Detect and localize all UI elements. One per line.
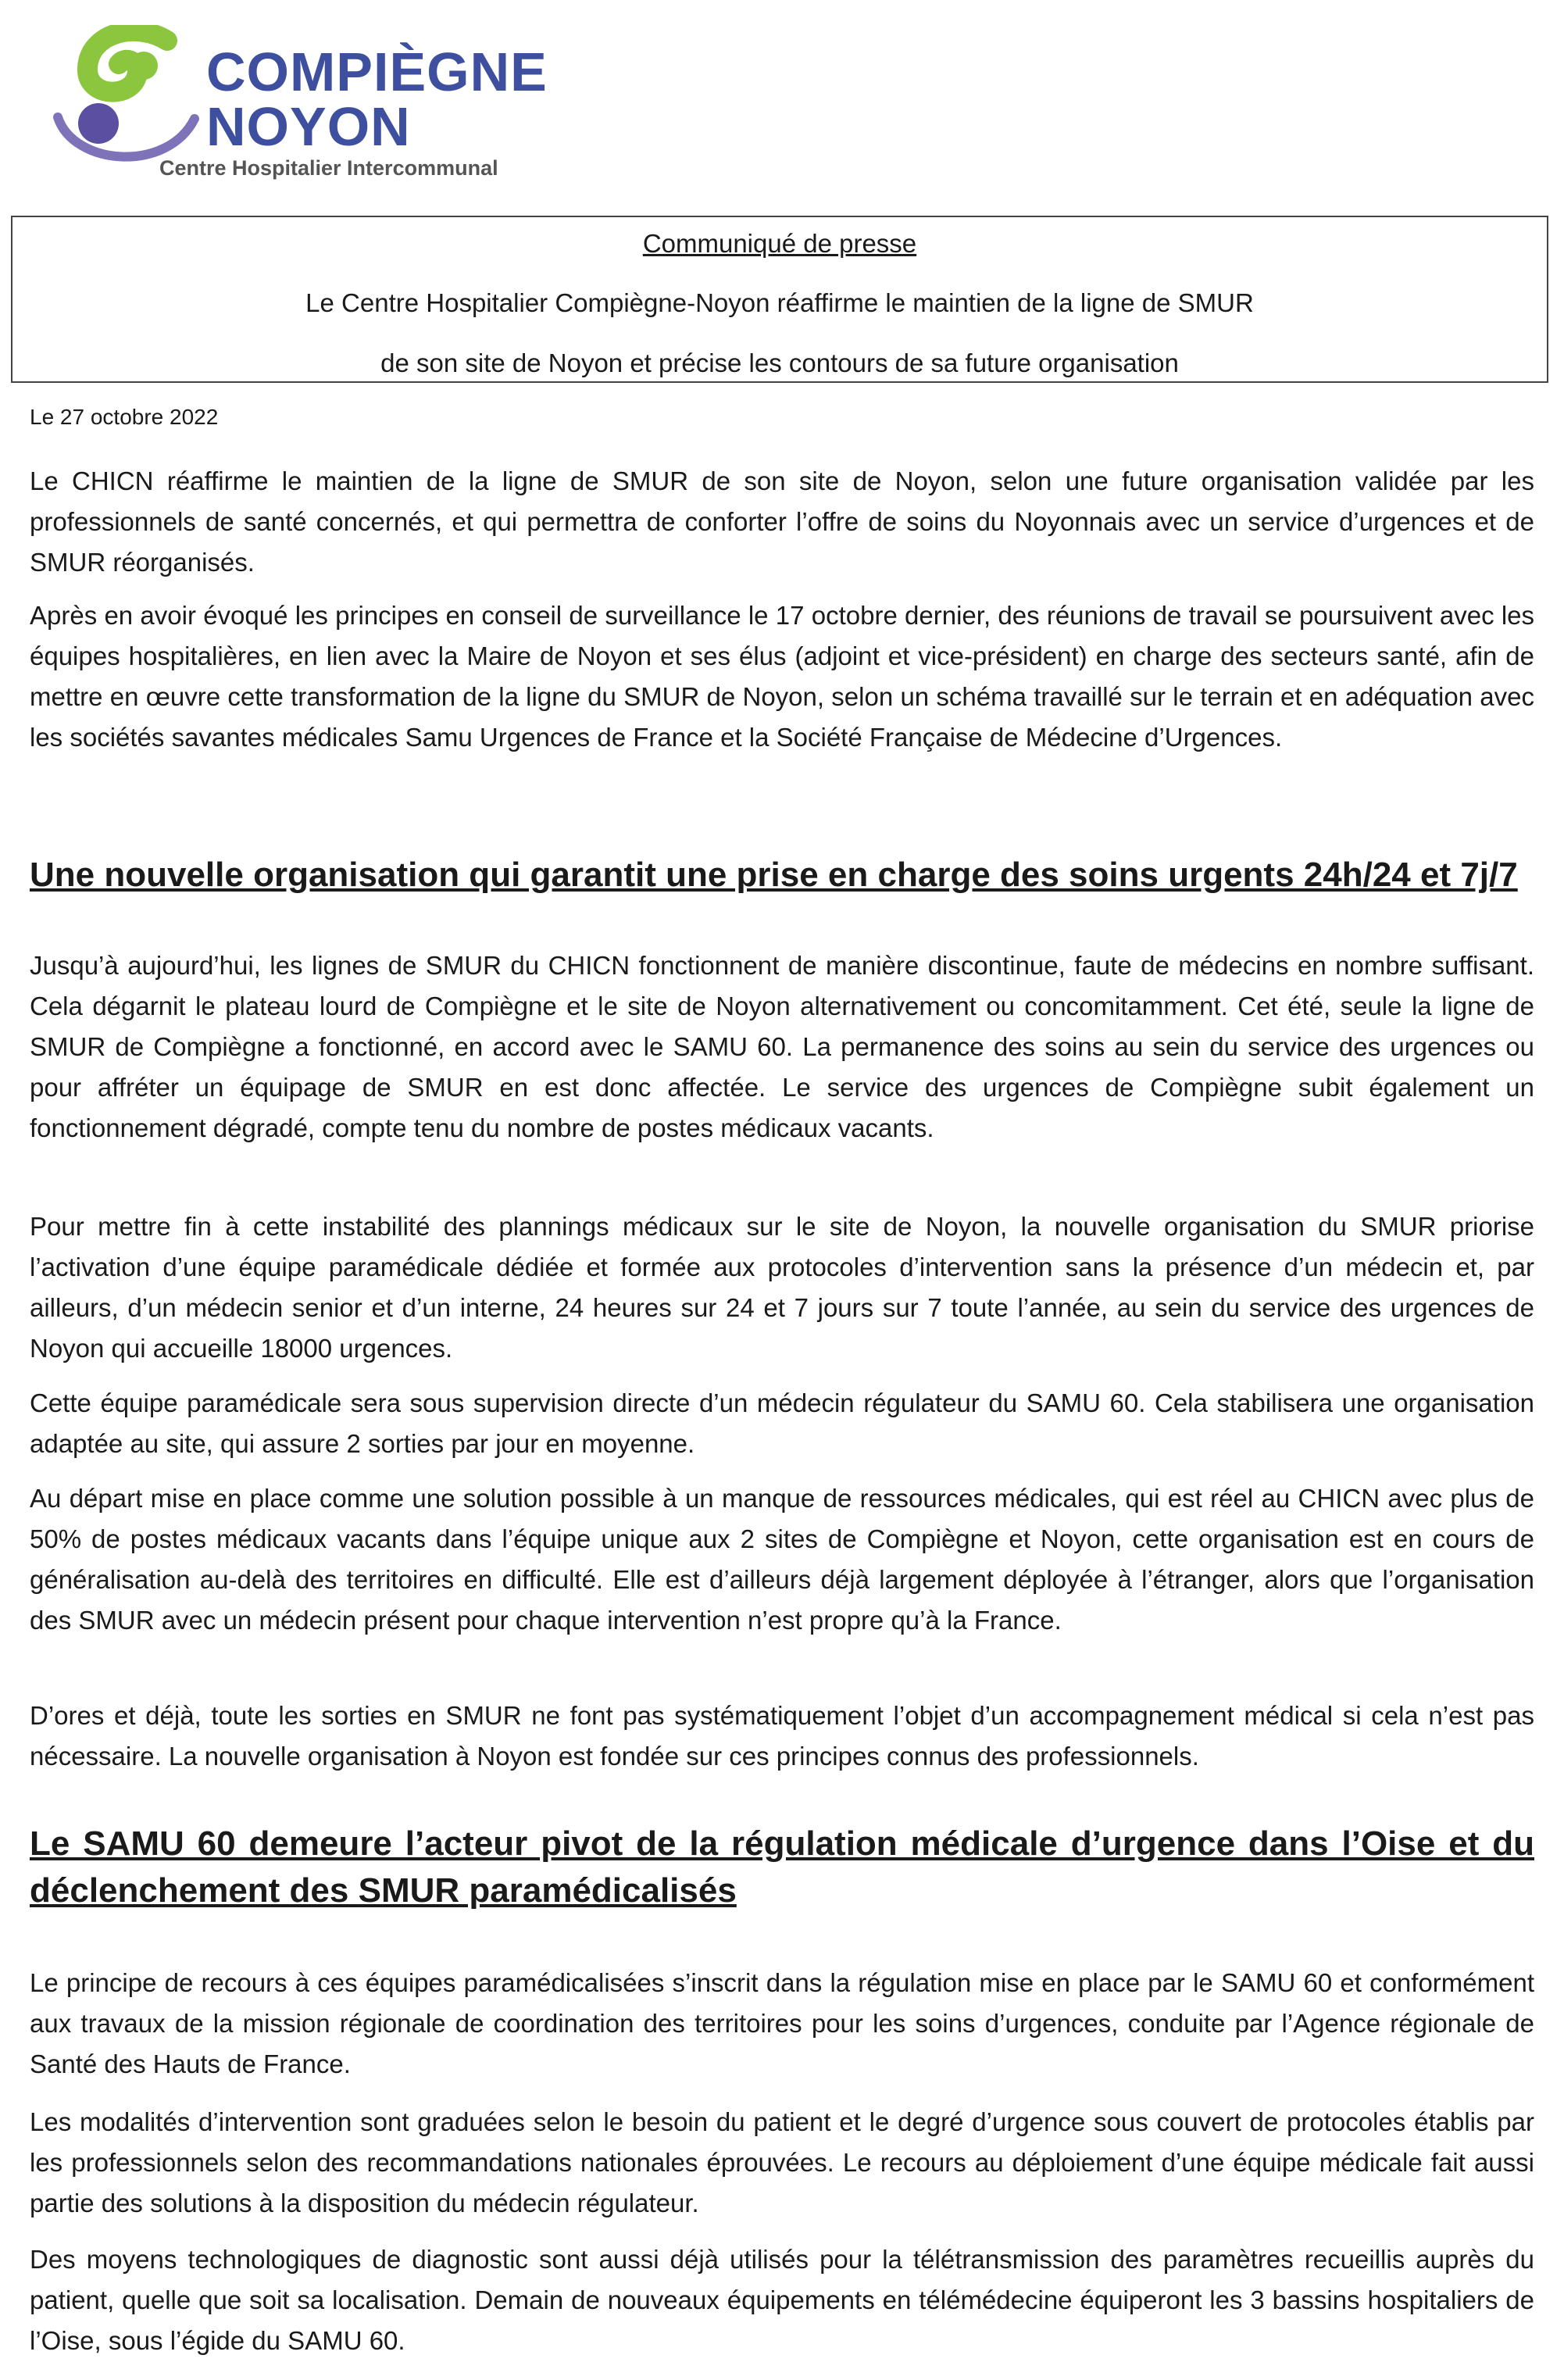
logo-title-noyon: NOYON xyxy=(206,96,411,157)
press-release-title-line-2: de son site de Noyon et précise les contours de sa future organisation xyxy=(380,348,1179,377)
logo-subtitle: Centre Hospitalier Intercommunal xyxy=(159,156,498,180)
section-1-heading: Une nouvelle organisation qui garantit une prise en charge des soins urgents 24h/24 et 7j/7 xyxy=(30,856,1518,894)
section-1-paragraph-1: Jusqu’à aujourd’hui, les lignes de SMUR du CHICN fonctionnent de manière discontinue, faute de médecins en nombre suffisant. Cela dégarnit le plateau lourd de Compiègne et le site de Noyon alternativement ou concomitamment. Cet été, seule la ligne de SMUR de Compiègne a fonctionné, en accord avec le SAMU 60. La permanence des soins au sein du service des urgences ou pour affréter un équipage de SMUR en est donc affectée. Le service des urgences de Compiègne subit également un fonctionnement dégradé, compte tenu du nombre de postes médicaux vacants. xyxy=(30,951,1534,1142)
section-2-paragraph-3: Des moyens technologiques de diagnostic sont aussi déjà utilisés pour la télétransmission des paramètres recueillis auprès du patient, quelle que soit sa localisation. Demain de nouveaux équipements en télémédecine équiperont les 3 bassins hospitaliers de l’Oise, sous l’égide du SAMU 60. xyxy=(30,2245,1534,2355)
section-1-paragraph-3: Cette équipe paramédicale sera sous supervision directe d’un médecin régulateur du SAMU 60. Cela stabilisera une organisation adaptée au site, qui assure 2 sorties par jour en moyenne. xyxy=(30,1388,1534,1458)
section-1-paragraph-4: Au départ mise en place comme une solution possible à un manque de ressources médicales, qui est réel au CHICN avec plus de 50% de postes médicaux vacants dans l’équipe unique aux 2 sites de Compiègne et Noyon, cette organisation est en cours de généralisation au-delà des territoires en difficulté. Elle est d’ailleurs déjà largement déployée à l’étranger, alors que l’organisation des SMUR avec un médecin présent pour chaque intervention n’est propre qu’à la France. xyxy=(30,1484,1534,1635)
section-2-paragraph-2: Les modalités d’intervention sont graduées selon le besoin du patient et le degré d’urgence sous couvert de protocoles établis par les professionnels selon des recommandations nationales éprouvées. Le recours au déploiement d’une équipe médicale fait aussi partie des solutions à la disposition du médecin régulateur. xyxy=(30,2107,1534,2217)
press-release-header-box xyxy=(11,216,1548,383)
intro-paragraph-1: Le CHICN réaffirme le maintien de la ligne de SMUR de son site de Noyon, selon une future organisation validée par les professionnels de santé concernés, et qui permettra de conforter l’offre de soins du Noyonnais avec un service d’urgences et de SMUR réorganisés. xyxy=(30,466,1534,577)
intro-paragraph-2: Après en avoir évoqué les principes en conseil de surveillance le 17 octobre dernier, des réunions de travail se poursuivent avec les équipes hospitalières, en lien avec la Maire de Noyon et ses élus (adjoint et vice-président) en charge des secteurs santé, afin de mettre en œuvre cette transformation de la ligne du SMUR de Noyon, selon un schéma travaillé sur le terrain et en adéquation avec les sociétés savantes médicales Samu Urgences de France et la Société Française de Médecine d’Urgences. xyxy=(30,601,1534,752)
hospital-logo xyxy=(50,17,566,180)
section-2-paragraph-1: Le principe de recours à ces équipes paramédicalisées s’inscrit dans la régulation mise en place par le SAMU 60 et conformément aux travaux de la mission régionale de coordination des territoires pour les soins d’urgences, conduite par l’Agence régionale de Santé des Hauts de France. xyxy=(30,1968,1534,2078)
press-release-title-line-1: Le Centre Hospitalier Compiègne-Noyon réaffirme le maintien de la ligne de SMUR xyxy=(305,288,1254,317)
logo-mark-icon xyxy=(50,25,206,173)
section-2-heading: Le SAMU 60 demeure l’acteur pivot de la régulation médicale d’urgence dans l’Oise et du déclenchement des SMUR paramédicalisés xyxy=(30,1824,1534,1910)
press-release-label: Communiqué de presse xyxy=(642,229,917,258)
section-1-paragraph-5: D’ores et déjà, toute les sorties en SMUR ne font pas systématiquement l’objet d’un accompagnement médical si cela n’est pas nécessaire. La nouvelle organisation à Noyon est fondée sur ces principes connus des professionnels. xyxy=(30,1701,1534,1771)
logo-title-compiegne: COMPIÈGNE xyxy=(206,41,548,102)
publication-date: Le 27 octobre 2022 xyxy=(30,405,219,429)
section-1-paragraph-2: Pour mettre fin à cette instabilité des plannings médicaux sur le site de Noyon, la nouvelle organisation du SMUR priorise l’activation d’une équipe paramédicale dédiée et formée aux protocoles d’intervention sans la présence d’un médecin et, par ailleurs, d’un médecin senior et d’un interne, 24 heures sur 24 et 7 jours sur 7 toute l’année, au sein du service des urgences de Noyon qui accueille 18000 urgences. xyxy=(30,1212,1534,1363)
